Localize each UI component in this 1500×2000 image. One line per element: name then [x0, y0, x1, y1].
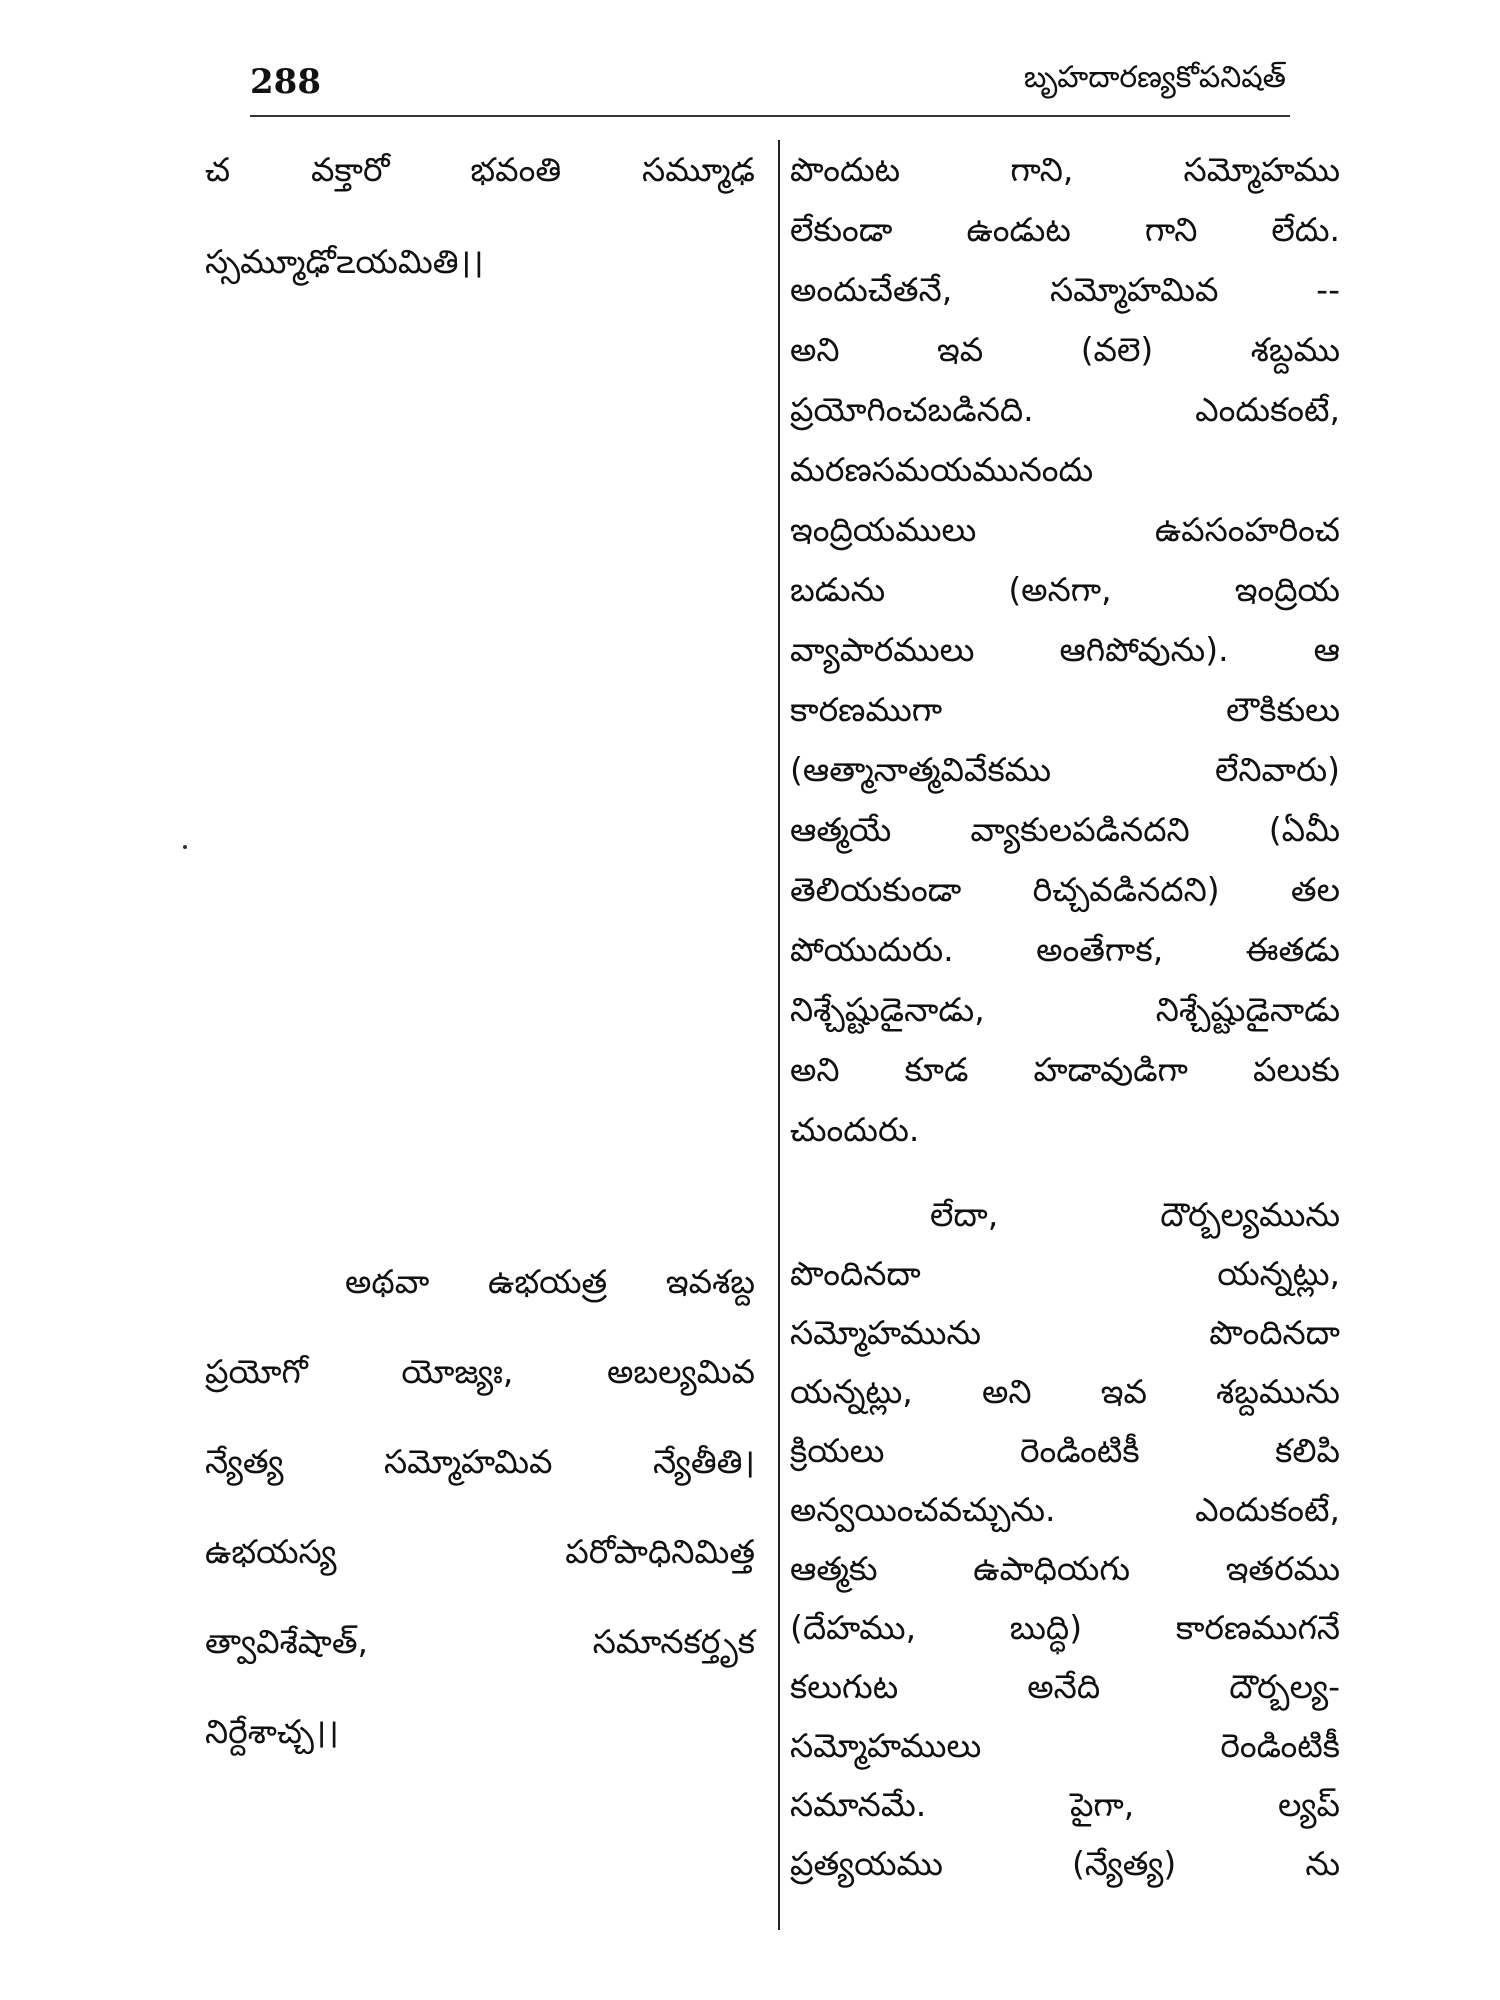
- stray-dot: [183, 845, 187, 849]
- word: ను: [1305, 1844, 1340, 1883]
- word: పరోపాధినిమిత్త: [565, 1532, 755, 1571]
- text-line: [790, 810, 1340, 857]
- text-line: [790, 1431, 1340, 1478]
- word: ఉభయస్య: [205, 1532, 337, 1571]
- text-line: [790, 1313, 1340, 1360]
- word: లేదా,: [930, 1195, 999, 1234]
- text-line: [790, 270, 1340, 317]
- word: సమానమే.: [790, 1785, 927, 1824]
- text-line: [790, 1549, 1340, 1596]
- word: అథవా: [345, 1262, 430, 1301]
- word: హడావుడిగా: [1033, 1050, 1188, 1089]
- word: అన్వయించవచ్చును.: [790, 1490, 1056, 1529]
- word: రిచ్చవడినదని): [1032, 870, 1220, 909]
- word: నిర్దేశాచ్చ।।: [205, 1712, 339, 1751]
- word: గాని: [1144, 210, 1198, 249]
- word: అందుచేతనే,: [790, 270, 953, 309]
- word: యన్నట్లు,: [1217, 1254, 1340, 1293]
- word: ఎందుకంటే,: [1195, 1490, 1340, 1529]
- word: ఉపసంహరించ: [1154, 510, 1340, 549]
- word: ఇవ: [937, 330, 984, 369]
- word: వ్యాకులపడినదని: [970, 810, 1190, 849]
- word: కారణముగా: [790, 690, 943, 729]
- text-line: [790, 150, 1340, 197]
- word: పైగా,: [1069, 1785, 1135, 1824]
- word: పొందుట: [790, 150, 901, 189]
- text-line: [790, 1490, 1340, 1537]
- word: బడును: [790, 570, 886, 609]
- text-line: [205, 1622, 755, 1669]
- word: కలుగుట: [790, 1667, 899, 1706]
- word: యోజ్యః,: [401, 1352, 514, 1391]
- word: స్సమ్మూఢో౽యమితి।।: [205, 242, 484, 281]
- word: దౌర్బల్య-: [1229, 1667, 1340, 1706]
- running-title: బృహదారణ్యకోపనిషత్: [1023, 60, 1286, 95]
- word: సమ్మోహము: [1183, 150, 1340, 189]
- text-line: [790, 930, 1340, 977]
- word: పొందినదా: [790, 1254, 921, 1293]
- word: కూడ: [904, 1050, 969, 1089]
- word: ప్రయోగో: [205, 1352, 308, 1391]
- text-line: [205, 1532, 755, 1579]
- word: త్వావిశేషాత్,: [205, 1622, 368, 1661]
- text-line: [790, 450, 1340, 497]
- word: న్యేతీతి।: [652, 1442, 755, 1481]
- word: మరణసమయమునందు: [790, 450, 1094, 489]
- word: లేనివారు): [1214, 750, 1340, 789]
- word: ల్యప్: [1278, 1785, 1340, 1824]
- word: లేకుండా: [790, 210, 893, 249]
- word: ప్రయోగించబడినది.: [790, 390, 1034, 429]
- word: ఆగిపోవును).: [1059, 630, 1229, 669]
- word: అబల్యమివ: [606, 1352, 755, 1391]
- word: ఇంద్రియ: [1234, 570, 1340, 609]
- word: దౌర్బల్యమును: [1160, 1195, 1340, 1234]
- text-line: [790, 1050, 1340, 1097]
- word: పొందినదా: [1209, 1313, 1340, 1352]
- page-number: 288: [250, 62, 321, 102]
- word: (వలె): [1080, 330, 1154, 369]
- word: క్రియలు: [790, 1431, 885, 1470]
- word: ఇవ: [1100, 1372, 1147, 1411]
- word: ఉపాధియగు: [973, 1549, 1130, 1588]
- word: అంతేగాక,: [1036, 930, 1164, 969]
- word: లౌకికులు: [1226, 690, 1340, 729]
- text-line: [790, 510, 1340, 557]
- word: ఇతరము: [1225, 1549, 1340, 1588]
- text-line: [790, 390, 1340, 437]
- column-divider: [778, 140, 780, 1930]
- text-line: [790, 210, 1340, 257]
- word: పలుకు: [1253, 1050, 1340, 1089]
- word: అని: [790, 330, 840, 369]
- text-line: [790, 1726, 1340, 1773]
- word: వ్యాపారములు: [790, 630, 975, 669]
- text-line: [790, 1608, 1340, 1655]
- word: సమ్మూఢ: [642, 150, 755, 189]
- text-line: [790, 330, 1340, 377]
- text-line: [790, 690, 1340, 737]
- word: గాని,: [1010, 150, 1074, 189]
- word: న్యేత్య: [205, 1442, 284, 1481]
- word: సమానకర్తృక: [592, 1622, 755, 1661]
- text-line: [790, 870, 1340, 917]
- text-line: [790, 750, 1340, 797]
- word: ఉభయత్ర: [487, 1262, 608, 1301]
- word: యన్నట్లు,: [790, 1372, 913, 1411]
- word: (ఏమీ: [1268, 810, 1340, 849]
- word: రెండింటికీ: [1220, 1726, 1340, 1765]
- word: సమ్మోహమివ: [1049, 270, 1219, 309]
- word: రెండింటికీ: [1019, 1431, 1140, 1470]
- word: ఆ: [1313, 630, 1340, 669]
- text-line: [205, 150, 755, 197]
- word: అని: [981, 1372, 1032, 1411]
- text-line: [790, 1844, 1340, 1891]
- text-line: [790, 1110, 1340, 1157]
- word: వక్తారో: [310, 150, 390, 189]
- word: (ఆత్మానాత్మవివేకము: [790, 750, 1052, 789]
- text-line: [205, 1352, 755, 1399]
- word: సమ్మోహమును: [790, 1313, 982, 1352]
- word: --: [1316, 270, 1340, 309]
- word: తల: [1290, 870, 1340, 909]
- word: ఉండుట: [966, 210, 1071, 249]
- word: ఆత్మకు: [790, 1549, 878, 1588]
- text-line: [205, 242, 755, 289]
- word: ఆత్మయే: [790, 810, 892, 849]
- word: పోయుదురు.: [790, 930, 954, 969]
- word: బుద్ధి): [1009, 1608, 1083, 1647]
- word: ప్రత్యయము: [790, 1844, 943, 1883]
- word: అనేది: [1027, 1667, 1101, 1706]
- text-line: [205, 1712, 755, 1759]
- word: ఇవశబ్ద: [665, 1262, 755, 1301]
- word: నిశ్చేష్టుడైనాడు: [1155, 990, 1340, 1029]
- word: నిశ్చేష్టుడైనాడు,: [790, 990, 985, 1029]
- text-line: [345, 1262, 755, 1309]
- word: శబ్దమును: [1216, 1372, 1340, 1411]
- word: ఇంద్రియములు: [790, 510, 977, 549]
- text-line: [790, 630, 1340, 677]
- word: ఎందుకంటే,: [1195, 390, 1340, 429]
- word: (అనగా,: [1008, 570, 1112, 609]
- word: శబ్దము: [1250, 330, 1340, 369]
- word: సమ్మోహములు: [790, 1726, 982, 1765]
- word: అని: [790, 1050, 840, 1089]
- text-line: [790, 1372, 1340, 1419]
- word: లేదు.: [1271, 210, 1340, 249]
- text-line: [790, 1254, 1340, 1301]
- word: కలిపి: [1275, 1431, 1340, 1470]
- word: చ: [205, 150, 231, 189]
- text-line: [930, 1195, 1340, 1242]
- text-line: [790, 1785, 1340, 1832]
- text-line: [205, 1442, 755, 1489]
- word: ఈతడు: [1245, 930, 1340, 969]
- word: భవంతి: [470, 150, 562, 189]
- text-line: [790, 570, 1340, 617]
- text-line: [790, 990, 1340, 1037]
- word: సమ్మోహమివ: [384, 1442, 553, 1481]
- header-rule: [250, 115, 1290, 117]
- word: కారణముగనే: [1175, 1608, 1340, 1647]
- word: (న్యేత్య): [1071, 1844, 1177, 1883]
- word: చుందురు.: [790, 1110, 920, 1149]
- word: (దేహము,: [790, 1608, 917, 1647]
- text-line: [790, 1667, 1340, 1714]
- word: తెలియకుండా: [790, 870, 962, 909]
